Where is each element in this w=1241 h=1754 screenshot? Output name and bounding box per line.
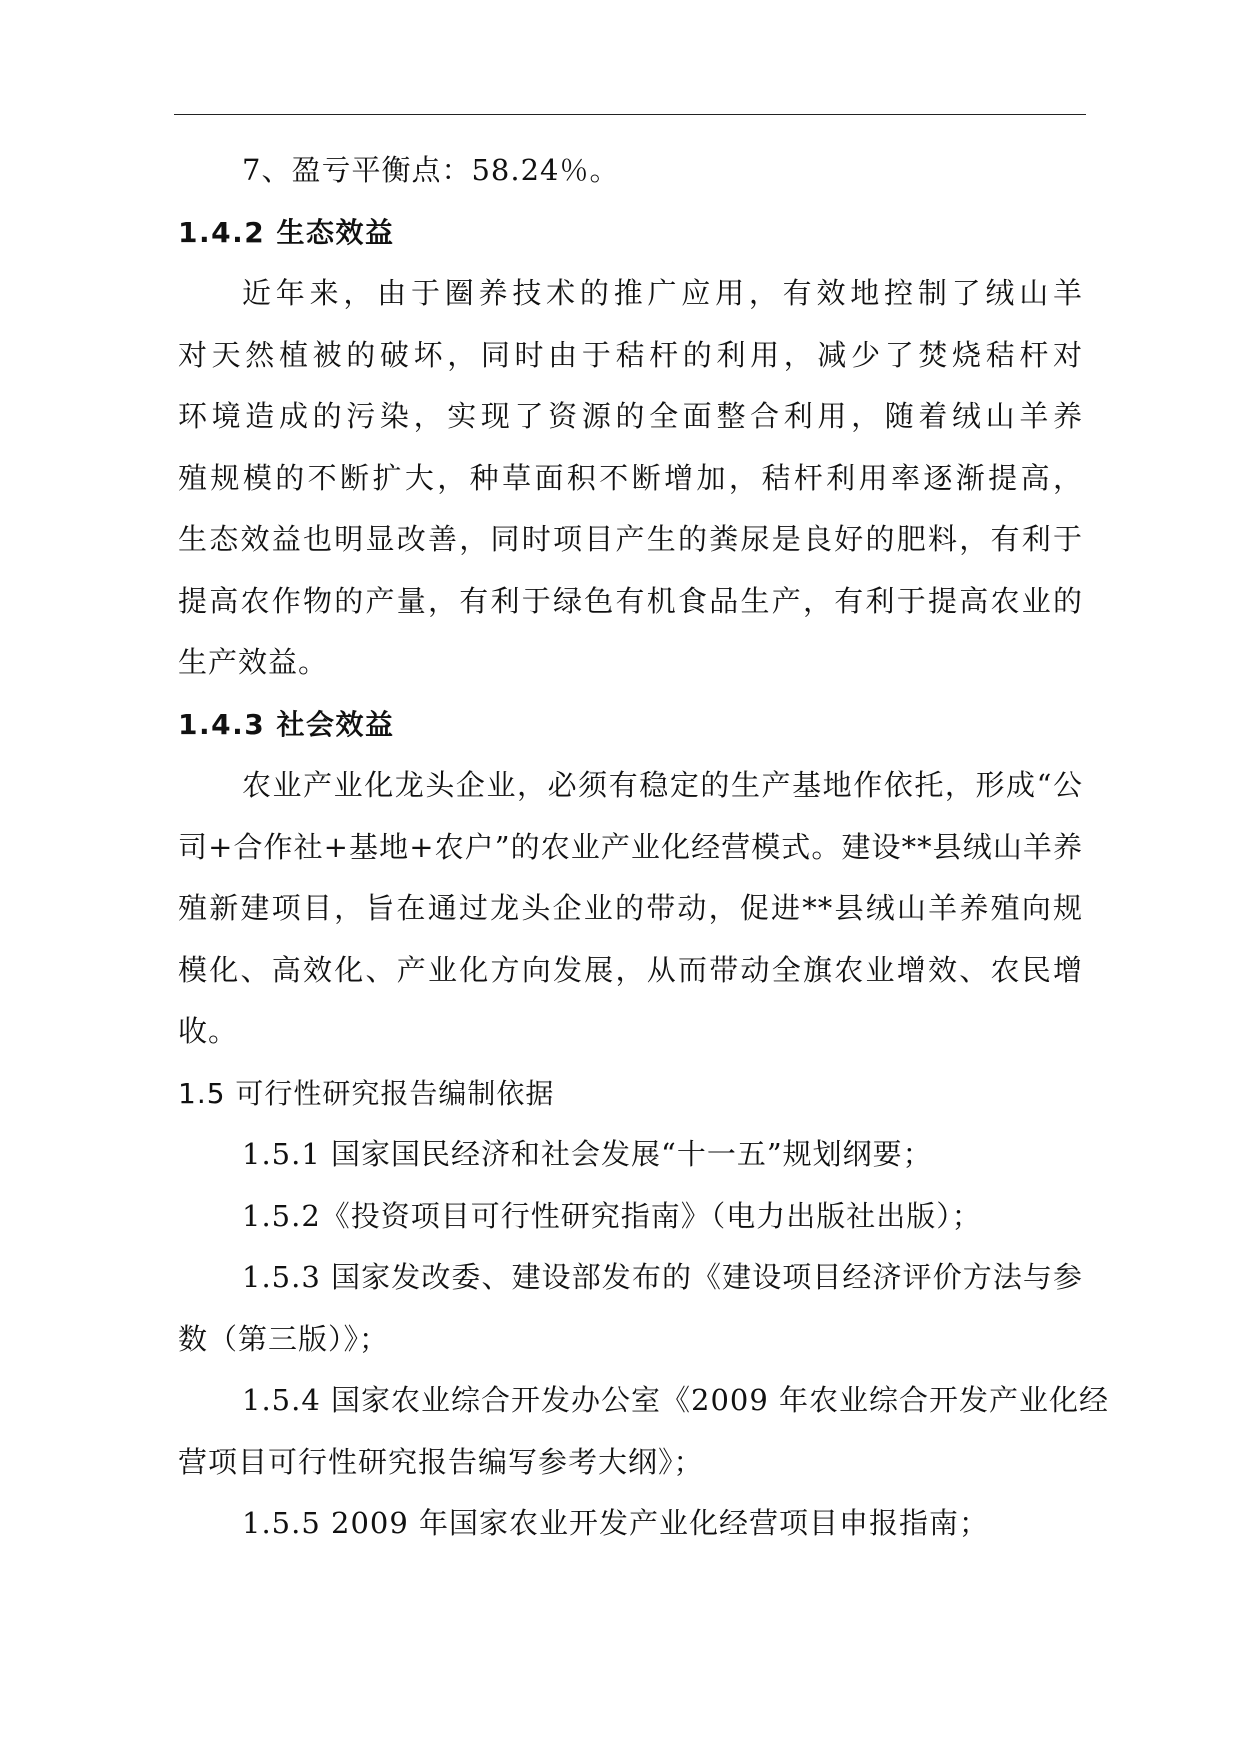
- text-line: 提高农作物的产量，有利于绿色有机食品生产，有利于提高农业的: [178, 583, 1083, 618]
- section-heading: 1.5 可行性研究报告编制依据: [178, 1076, 555, 1110]
- text-line: 1.5.4 国家农业综合开发办公室《2009 年农业综合开发产业化经: [242, 1383, 1110, 1417]
- text-line: 1.5.3 国家发改委、建设部发布的《建设项目经济评价方法与参: [242, 1260, 1083, 1294]
- section-heading: 1.4.2 生态效益: [178, 215, 395, 249]
- text-line: 农业产业化龙头企业，必须有稳定的生产基地作依托，形成“公: [242, 768, 1083, 802]
- text-line: 模化、高效化、产业化方向发展，从而带动全旗农业增效、农民增: [178, 952, 1083, 987]
- text-line: 殖新建项目，旨在通过龙头企业的带动，促进**县绒山羊养殖向规: [178, 891, 1083, 925]
- text-line: 对天然植被的破坏，同时由于秸杆的利用，减少了焚烧秸杆对: [178, 337, 1083, 372]
- text-line: 1.5.1 国家国民经济和社会发展“十一五”规划纲要；: [242, 1137, 933, 1171]
- text-line: 1.5.2《投资项目可行性研究指南》（电力出版社出版）；: [242, 1198, 982, 1233]
- text-line: 营项目可行性研究报告编写参考大纲》；: [178, 1444, 704, 1479]
- document-body: [178, 140, 1110, 1555]
- header-rule: [174, 114, 1086, 115]
- text-line: 司+合作社+基地+农户”的农业产业化经营模式。建设**县绒山羊养: [178, 829, 1083, 864]
- text-line: 近年来，由于圈养技术的推广应用，有效地控制了绒山羊: [242, 276, 1083, 310]
- section-heading: 1.4.3 社会效益: [178, 707, 395, 741]
- text-line: 生产效益。: [178, 645, 329, 679]
- text-line: 1.5.5 2009 年国家农业开发产业化经营项目申报指南；: [242, 1506, 990, 1540]
- text-line: 环境造成的污染，实现了资源的全面整合利用，随着绒山羊养: [178, 399, 1083, 433]
- text-line: 7、盈亏平衡点：58.24％。: [242, 153, 620, 187]
- text-line: 生态效益也明显改善，同时项目产生的粪尿是良好的肥料，有利于: [178, 522, 1083, 556]
- text-line: 收。: [178, 1014, 239, 1048]
- text-line: 殖规模的不断扩大，种草面积不断增加，秸杆利用率逐渐提高，: [178, 460, 1083, 495]
- text-line: 数（第三版）》；: [178, 1321, 390, 1356]
